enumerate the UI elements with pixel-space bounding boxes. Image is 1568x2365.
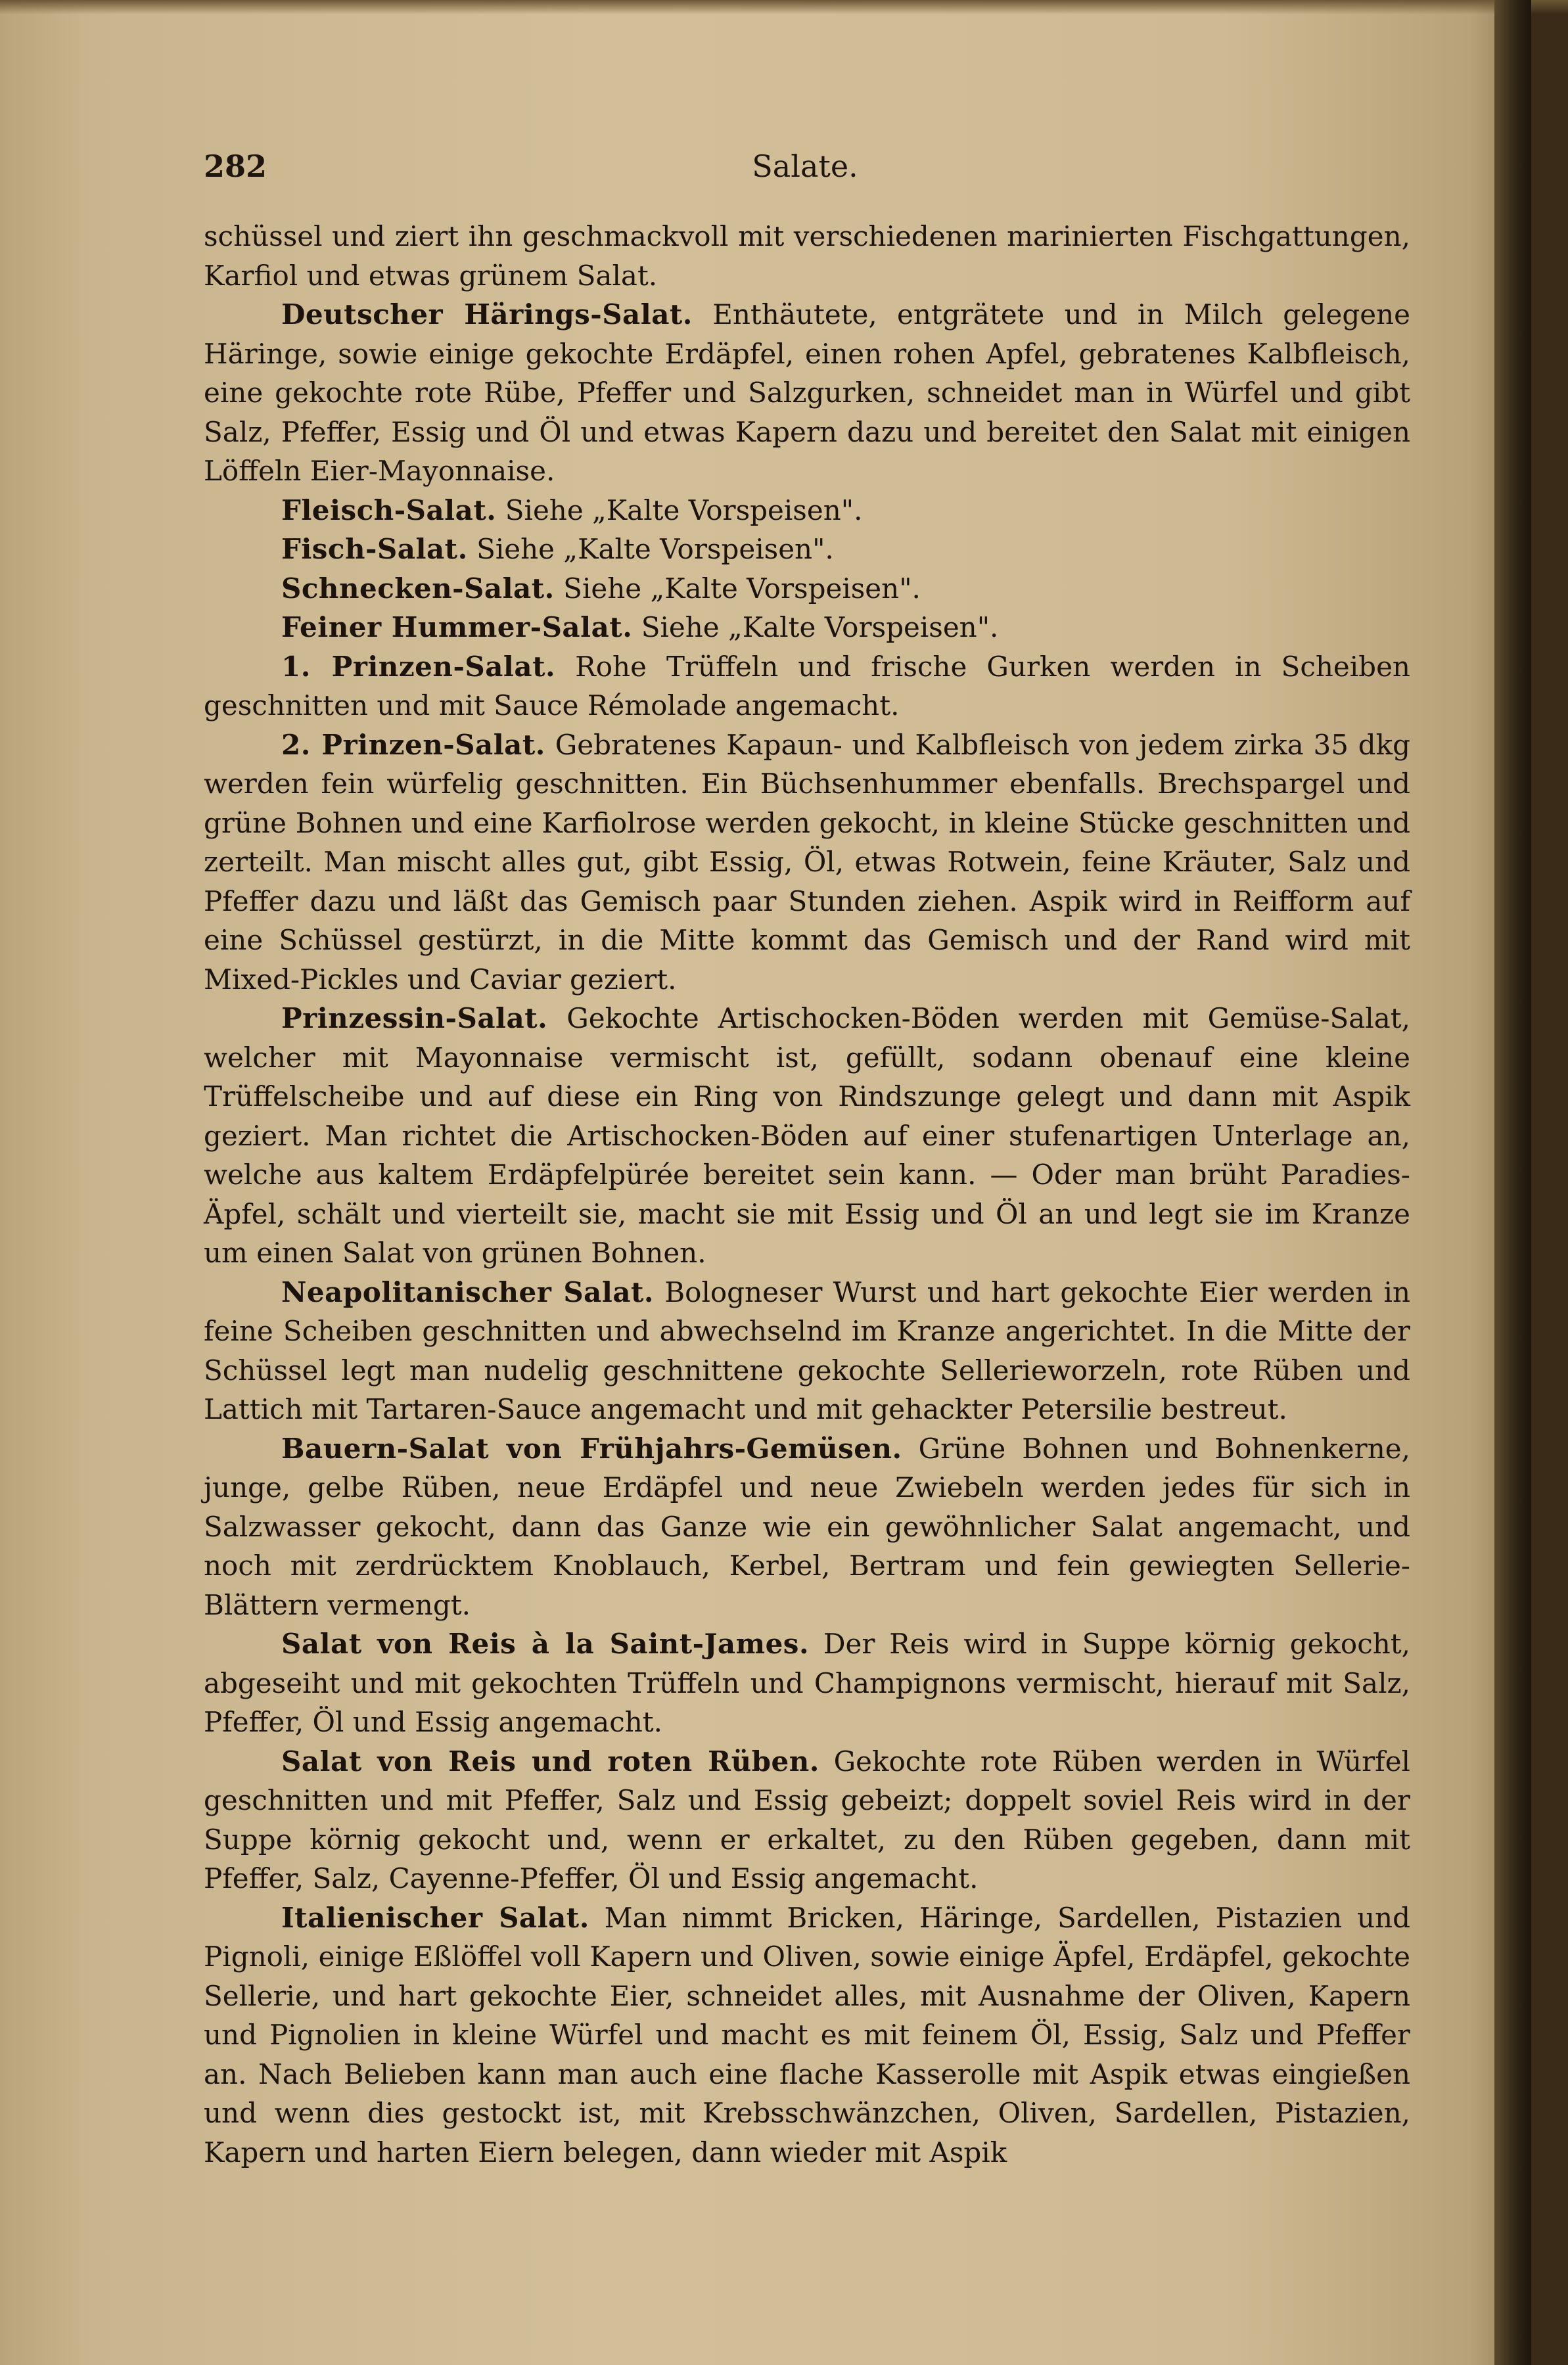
running-title: Salate. xyxy=(752,149,858,184)
recipe-text: Gekochte rote Rüben werden in Würfel geschnitten und mit Pfeffer, Salz und Essig gebeizt; doppelt soviel Reis wird in der Suppe körnig gekocht und, wenn er erkaltet, zu den Rüben gegeben, dann mit Pfeffer, Salz, Cayenne-Pfeffer, Öl und Essig angemacht. xyxy=(204,1745,1410,1894)
recipe-title: Salat von Reis à la Saint-James. xyxy=(281,1628,810,1660)
recipe-prinzessin-salat xyxy=(204,999,1410,1273)
recipe-text: Siehe „Kalte Vorspeisen". xyxy=(476,533,834,565)
recipe-text: Gebratenes Kapaun- und Kalbfleisch von jedem zirka 35 dkg werden fein würfelig geschnitten. Ein Büchsenhummer ebenfalls. Brechspargel und grüne Bohnen und eine Karfiolrose werden gekocht, in kleine Stücke geschnitten und zerteilt. Man mischt alles gut, gibt Essig, Öl, etwas Rotwein, feine Kräuter, Salz und Pfeffer dazu und läßt das Gemisch paar Stunden ziehen. Aspik wird in Reifform auf eine Schüssel gestürzt, in die Mitte kommt das Gemisch und der Rand wird mit Mixed-Pickles und Caviar geziert. xyxy=(204,728,1410,996)
recipe-title: Schnecken-Salat. xyxy=(281,572,555,605)
recipe-reis-roten-rueben xyxy=(204,1742,1410,1898)
recipe-schnecken-salat xyxy=(204,569,1410,608)
recipe-fisch-salat xyxy=(204,530,1410,569)
recipe-text: Der Reis wird in Suppe körnig gekocht, abgeseiht und mit gekochten Trüffeln und Champignons vermischt, hierauf mit Salz, Pfeffer, Öl und Essig angemacht. xyxy=(204,1628,1410,1738)
recipe-title: Italienischer Salat. xyxy=(281,1901,589,1934)
book-spine xyxy=(1494,0,1531,2365)
recipe-reis-saint-james xyxy=(204,1624,1410,1742)
recipe-text: Man nimmt Bricken, Häringe, Sardellen, Pistazien und Pignoli, einige Eßlöffel voll Kapern und Oliven, sowie einige Äpfel, Erdäpfel, gekochte Sellerie, und hart gekochte Eier, schneidet alles, mit Ausnahme der Oliven, Kapern und Pignolien in kleine Würfel und macht es mit feinem Öl, Essig, Salz und Pfeffer an. Nach Belieben kann man auch eine flache Kasserolle mit Aspik etwas eingießen und wenn dies gestockt ist, mit Krebsschwänzchen, Oliven, Sardellen, Pistazien, Kapern und harten Eiern belegen, dann wieder mit Aspik xyxy=(204,1901,1410,2169)
recipe-neapolitanischer-salat xyxy=(204,1273,1410,1429)
recipe-bauern-salat xyxy=(204,1429,1410,1625)
page-header xyxy=(204,149,1406,188)
recipe-hummer-salat xyxy=(204,608,1410,647)
recipe-fleisch-salat xyxy=(204,491,1410,530)
recipe-text: Siehe „Kalte Vorspeisen". xyxy=(641,611,999,643)
recipe-deutscher-harings-salat xyxy=(204,295,1410,491)
recipe-title: Fleisch-Salat. xyxy=(281,494,497,526)
recipe-text: Grüne Bohnen und Bohnenkerne, junge, gelbe Rüben, neue Erdäpfel und neue Zwiebeln werden jedes für sich in Salzwasser gekocht, dann das Ganze wie ein gewöhnlicher Salat angemacht, und noch mit zerdrücktem Knoblauch, Kerbel, Bertram und fein gewiegten Sellerie-Blättern vermengt. xyxy=(204,1432,1410,1621)
recipe-title: 2. Prinzen-Salat. xyxy=(281,728,545,761)
page-number: 282 xyxy=(204,149,267,184)
recipe-title: Feiner Hummer-Salat. xyxy=(281,611,633,643)
recipe-title: Deutscher Härings-Salat. xyxy=(281,298,693,331)
recipe-title: Salat von Reis und roten Rüben. xyxy=(281,1745,819,1778)
paragraph-text: schüssel und ziert ihn geschmackvoll mit verschiedenen marinierten Fischgattungen, Karfiol und etwas grünem Salat. xyxy=(204,220,1410,292)
recipe-text: Siehe „Kalte Vorspeisen". xyxy=(505,494,863,526)
recipe-title: Prinzessin-Salat. xyxy=(281,1002,548,1034)
recipe-text: Siehe „Kalte Vorspeisen". xyxy=(563,572,921,605)
recipe-text: Rohe Trüffeln und frische Gurken werden in Scheiben geschnitten und mit Sauce Rémolade angemacht. xyxy=(204,650,1410,722)
recipe-prinzen-salat-1 xyxy=(204,647,1410,725)
recipe-title: Neapolitanischer Salat. xyxy=(281,1275,655,1308)
paragraph-continuation xyxy=(204,217,1410,295)
recipe-text: Bologneser Wurst und hart gekochte Eier werden in feine Scheiben geschnitten und abwechselnd im Kranze angerichtet. In die Mitte der Schüssel legt man nudelig geschnittene gekochte Sellerieworzeln, rote Rüben und Lattich mit Tartaren-Sauce angemacht und mit gehackter Petersilie bestreut. xyxy=(204,1275,1411,1425)
body-text xyxy=(204,217,1410,2172)
recipe-title: Fisch-Salat. xyxy=(281,533,468,565)
recipe-prinzen-salat-2 xyxy=(204,725,1410,999)
recipe-title: Bauern-Salat von Frühjahrs-Gemüsen. xyxy=(281,1432,902,1465)
recipe-text: Gekochte Artischocken-Böden werden mit Gemüse-Salat, welcher mit Mayonnaise vermischt ist, gefüllt, sodann obenauf eine kleine Trüffelscheibe und auf diese ein Ring von Rindszunge gelegt und dann mit Aspik geziert. Man richtet die Artischocken-Böden auf einer stufenartigen Unterlage an, welche aus kaltem Erdäpfelpürée bereitet sein kann. — Oder man brüht Paradies-Äpfel, schält und vierteilt sie, macht sie mit Essig und Öl an und legt sie im Kranze um einen Salat von grünen Bohnen. xyxy=(204,1002,1410,1269)
recipe-title: 1. Prinzen-Salat. xyxy=(281,650,556,683)
page-top-edge xyxy=(0,0,1568,14)
recipe-italienischer-salat xyxy=(204,1898,1410,2172)
recipe-text: Enthäutete, entgrätete und in Milch gelegene Häringe, sowie einige gekochte Erdäpfel, einen rohen Apfel, gebratenes Kalbfleisch, eine gekochte rote Rübe, Pfeffer und Salzgurken, schneidet man in Würfel und gibt Salz, Pfeffer, Essig und Öl und etwas Kapern dazu und bereitet den Salat mit einigen Löffeln Eier-Mayonnaise. xyxy=(204,298,1410,487)
